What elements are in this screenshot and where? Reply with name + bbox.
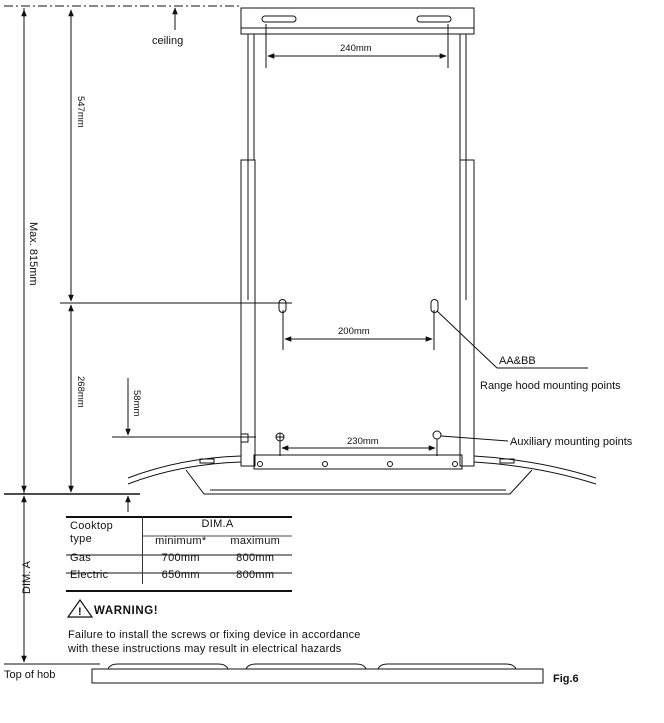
table-header-cooktop: Cooktop: [70, 520, 114, 532]
dim-a-label: DIM. A: [21, 560, 33, 594]
table-header-dim-a: DIM.A: [201, 518, 234, 530]
ceiling-label: ceiling: [152, 35, 184, 47]
table-row: Gas 700mm 800mm: [66, 550, 292, 567]
dim-547-label: 547mm: [75, 96, 86, 128]
warning-line-2: with these instructions may result in electrical hazards: [68, 643, 342, 655]
figure-label: Fig.6: [553, 673, 579, 685]
hob-surface: [92, 669, 543, 683]
warning-title: WARNING!: [94, 605, 159, 617]
hood-canopy-right: [474, 456, 596, 478]
table-sub-maximum: maximum: [230, 535, 281, 547]
aa-bb-label: AA&BB: [499, 355, 536, 367]
hood-canopy-left: [128, 456, 241, 478]
table-header-type: type: [70, 533, 92, 545]
dim-268-label: 268mm: [75, 376, 86, 408]
chimney-top-bracket: [241, 8, 474, 34]
dim-58-label: 58mm: [131, 390, 142, 417]
table-sub-minimum: minimum*: [155, 535, 207, 547]
dim-200-label: 200mm: [338, 326, 370, 337]
range-hood-points-label: Range hood mounting points: [480, 380, 621, 392]
chimney-right-lower: [460, 160, 474, 466]
warning-line-1: Failure to install the screws or fixing device in accordance: [68, 629, 361, 641]
bracket-slot-right: [417, 16, 451, 22]
dim-240-label: 240mm: [340, 43, 372, 54]
hood-body: [254, 455, 462, 469]
aux-point-right: [433, 431, 441, 439]
svg-text:!: !: [78, 606, 82, 618]
top-of-hob-label: Top of hob: [4, 669, 56, 681]
auxiliary-points-label: Auxiliary mounting points: [510, 436, 633, 448]
warning-text: [68, 628, 361, 656]
table-row: Electric 650mm 800mm: [66, 567, 292, 584]
dim-a-table: [66, 516, 292, 584]
dim-max815-label: Max. 815mm: [27, 222, 39, 286]
dim-230-label: 230mm: [347, 436, 379, 447]
bracket-slot-left: [262, 16, 296, 22]
